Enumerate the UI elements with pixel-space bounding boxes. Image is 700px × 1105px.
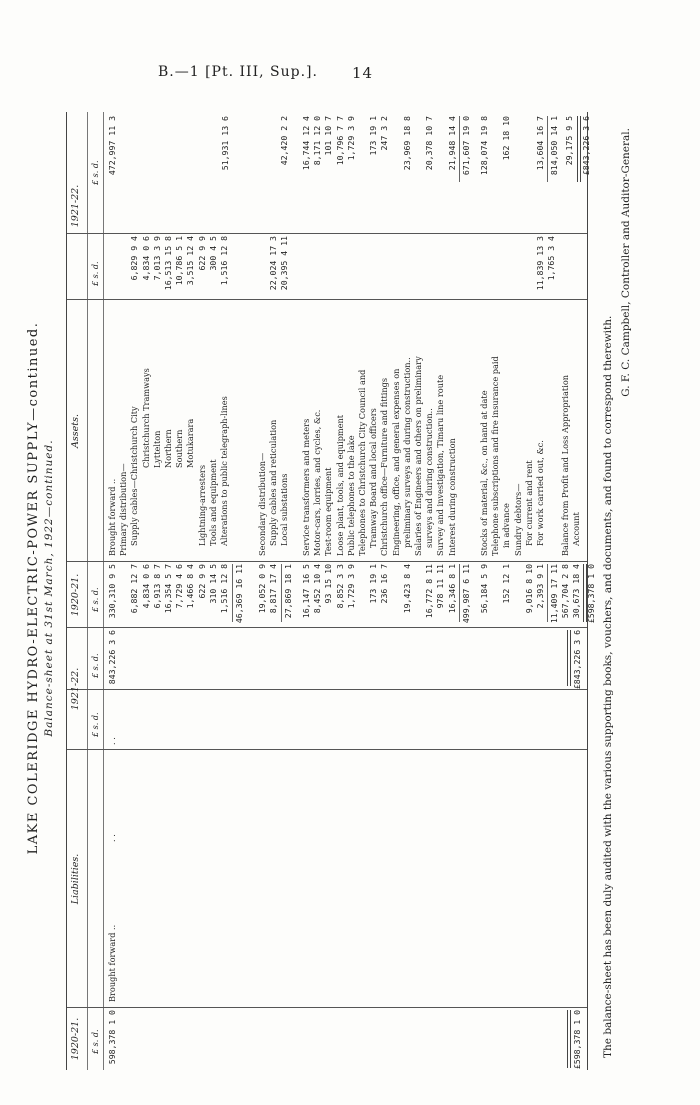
page-identifier: B.—1 [Pt. III, Sup.]. bbox=[158, 64, 318, 80]
liab-brought-forward-1921: 843,226 3 6 bbox=[107, 630, 117, 685]
asset-label: Test-room equipment bbox=[323, 467, 334, 556]
asset-value-1920: 1,516 12 8 bbox=[219, 564, 229, 614]
asset-value-1921: 1,516 12 8 bbox=[219, 236, 229, 286]
asset-label: Survey and investigation, Timaru line route bbox=[435, 374, 446, 556]
asset-value-1920: 93 15 10 bbox=[323, 564, 334, 604]
asset-value-1920: 330,310 9 5 bbox=[107, 564, 117, 619]
asset-value-1921-outer: 51,931 13 6 bbox=[220, 116, 230, 171]
asset-value-1920: 7,729 4 6 bbox=[174, 564, 185, 609]
col-divider bbox=[67, 299, 587, 300]
page-number: 14 bbox=[352, 64, 374, 82]
asset-label: Lyttelton bbox=[151, 430, 162, 468]
asset-subtotal-1921: 671,607 19 0 bbox=[461, 116, 471, 176]
auditor-signature: G. F. C. Campbell, Controller and Auditor-General. bbox=[620, 128, 632, 397]
asset-value-1920: 19,423 8 4 bbox=[401, 564, 412, 614]
asset-value-1920: 1,466 8 4 bbox=[185, 564, 196, 609]
asset-value-1920: 4,834 0 6 bbox=[140, 564, 151, 609]
asset-value-1921: 6,829 9 4 bbox=[129, 236, 140, 281]
asset-value-1921: 11,839 13 3 bbox=[535, 236, 545, 291]
col-head-1921-liab: 1921-22. bbox=[70, 667, 81, 711]
leader-dots: . . bbox=[107, 737, 117, 745]
asset-value-1920: 19,052 0 9 bbox=[257, 564, 267, 614]
asset-value-1920: 2,393 9 1 bbox=[535, 564, 545, 609]
asset-value-1921-outer: 247 3 2 bbox=[379, 116, 390, 151]
asset-value-1920: 16,354 5 7 bbox=[163, 564, 173, 614]
asset-label: Christchurch Tramways bbox=[140, 368, 151, 468]
audit-note: The balance-sheet has been duly audited with the various supporting books, vouchers, and documents, and found to correspond therewith. bbox=[602, 315, 614, 1058]
asset-label: Tramway Board and local officers bbox=[368, 408, 379, 548]
lsd-head: £ s. d. bbox=[91, 261, 100, 286]
asset-label: Stocks of material, &c., on hand at date bbox=[479, 390, 489, 556]
asset-subtotal-1920: 27,869 18 1 bbox=[283, 564, 293, 619]
col-head-1920-assets: 1920-21. bbox=[70, 573, 81, 617]
col-head-assets: Assets. bbox=[70, 414, 81, 448]
asset-value-1920: 16,147 16 5 bbox=[301, 564, 311, 619]
sum-rule bbox=[547, 564, 548, 622]
asset-value-1920: 8,817 17 4 bbox=[268, 564, 279, 614]
asset-label: in advance bbox=[501, 503, 512, 548]
asset-value-1921: 622 9 9 bbox=[196, 236, 207, 271]
asset-label: Northern bbox=[163, 429, 173, 468]
asset-label: Loose plant, tools, and equipment bbox=[334, 414, 345, 556]
lsd-head: £ s. d. bbox=[91, 712, 100, 737]
col-divider bbox=[67, 1007, 587, 1008]
asset-value-1921-outer: 173 19 1 bbox=[368, 116, 379, 156]
asset-label: Salaries of Engineers and others on preliminary bbox=[413, 356, 423, 556]
asset-label: preliminary surveys and during construction.. bbox=[401, 357, 412, 548]
sum-rule bbox=[232, 564, 233, 622]
lsd-head: £ s. d. bbox=[91, 587, 100, 612]
asset-value-1920: 16,346 8 1 bbox=[446, 564, 457, 614]
asset-value-1921: 7,013 3 9 bbox=[151, 236, 162, 281]
asset-value-1920: 978 11 11 bbox=[435, 564, 446, 609]
asset-label: Local substations bbox=[279, 473, 290, 546]
asset-value-1920: 9,016 8 10 bbox=[523, 564, 534, 614]
asset-subtotal-1920: 11,409 17 11 bbox=[549, 564, 559, 624]
sheet-title: LAKE COLERIDGE HYDRO-ELECTRIC-POWER SUPPLY—continued. bbox=[26, 321, 41, 855]
asset-value-1921-outer: 23,969 18 8 bbox=[401, 116, 412, 171]
asset-label: Lightning-arresters bbox=[196, 464, 207, 546]
subheader-rule bbox=[103, 112, 104, 1070]
asset-total-1921: £843,226 3 6 bbox=[581, 116, 591, 176]
asset-pl-1920: 30,673 18 4 bbox=[571, 564, 581, 619]
asset-value-1920: 310 14 5 bbox=[207, 564, 218, 604]
asset-pl-1921: 29,175 9 5 bbox=[564, 116, 574, 166]
total-rule bbox=[567, 630, 571, 686]
asset-subtotal-1920: 46,369 16 11 bbox=[234, 564, 244, 624]
asset-label: Christchurch office—Furniture and fittings bbox=[379, 377, 390, 556]
asset-value-1921-outer: 8,171 12 0 bbox=[312, 116, 323, 166]
sum-rule bbox=[459, 564, 460, 622]
lsd-head: £ s. d. bbox=[91, 653, 100, 678]
lsd-head: £ s. d. bbox=[91, 160, 100, 185]
asset-value-1920: 8,852 3 3 bbox=[334, 564, 345, 609]
col-divider bbox=[67, 627, 587, 628]
asset-value-1921-outer: 1,729 3 9 bbox=[345, 116, 356, 161]
asset-label: Supply cables—Christchurch City bbox=[129, 406, 140, 546]
asset-value-1921: 3,515 12 4 bbox=[185, 236, 196, 286]
asset-label: Engineering, office, and general expenses on bbox=[390, 368, 401, 556]
asset-value-1920: 16,772 8 11 bbox=[424, 564, 435, 619]
asset-value-1921-outer: 42,420 2 2 bbox=[279, 116, 289, 166]
asset-label: Brought forward .. bbox=[107, 478, 117, 556]
sum-rule bbox=[547, 116, 548, 182]
asset-value-1920: 622 9 9 bbox=[196, 564, 207, 599]
sheet-subtitle: Balance-sheet at 31st March, 1922—continued. bbox=[43, 439, 55, 737]
asset-value-1920: 6,882 12 7 bbox=[129, 564, 140, 614]
asset-label: Motukarara bbox=[185, 418, 196, 468]
asset-label: Service transformers and meters bbox=[301, 418, 311, 556]
col-divider bbox=[67, 689, 587, 690]
asset-value-1920: 173 19 1 bbox=[368, 564, 379, 604]
liab-total-1921: £843,226 3 6 bbox=[572, 630, 582, 690]
asset-subtotal-1920: 499,987 6 11 bbox=[461, 564, 471, 624]
asset-value-1921: 16,513 15 8 bbox=[163, 236, 173, 291]
asset-label: Tools and equipment bbox=[207, 459, 218, 546]
col-head-1921-assets: 1921-22. bbox=[70, 184, 81, 228]
asset-label: Southern bbox=[174, 429, 185, 468]
asset-value-1920: 236 16 7 bbox=[379, 564, 390, 604]
asset-value-1921-outer: 10,796 7 7 bbox=[334, 116, 345, 166]
leader-dots: . . bbox=[107, 834, 117, 842]
asset-value-1921-outer: 128,074 19 8 bbox=[479, 116, 489, 176]
asset-label: surveys and during construction.. bbox=[424, 408, 435, 548]
asset-label: For work carried out, &c. bbox=[535, 440, 545, 546]
asset-value-1921-outer: 13,604 16 7 bbox=[535, 116, 545, 171]
asset-value-1920: 56,184 5 9 bbox=[479, 564, 489, 614]
asset-label: Primary distribution— bbox=[118, 463, 129, 556]
asset-value-1920: 8,452 10 4 bbox=[312, 564, 323, 614]
asset-label: Interest during construction bbox=[446, 438, 457, 556]
asset-value-1921: 1,765 3 4 bbox=[546, 236, 557, 281]
total-rule bbox=[567, 1010, 571, 1068]
asset-subtotal-1920: 567,704 2 8 bbox=[560, 564, 570, 619]
asset-value-1921-outer: 21,948 14 4 bbox=[446, 116, 457, 171]
asset-value-1921-outer: 162 18 10 bbox=[501, 116, 512, 161]
balance-table bbox=[66, 112, 596, 1070]
asset-subtotal-1921: 814,050 14 1 bbox=[549, 116, 559, 176]
asset-value-1921: 4,834 0 6 bbox=[140, 236, 151, 281]
asset-label: Account bbox=[571, 512, 582, 546]
asset-label: Supply cables and reticulation bbox=[268, 419, 279, 546]
asset-label: Telephones to Christchurch City Council and bbox=[357, 369, 367, 556]
col-divider bbox=[67, 561, 587, 562]
asset-value-1920: 1,729 3 9 bbox=[345, 564, 356, 609]
asset-label: Secondary distribution— bbox=[257, 452, 267, 556]
asset-label: Sundry debtors— bbox=[512, 483, 523, 556]
asset-label: Telephone subscriptions and fire insurance paid bbox=[490, 356, 501, 556]
col-divider bbox=[67, 749, 587, 750]
liab-brought-forward-1920: 598,378 1 0 bbox=[107, 1010, 117, 1065]
asset-value-1921-outer: 20,378 10 7 bbox=[424, 116, 435, 171]
asset-value-1921: 10,786 5 1 bbox=[174, 236, 185, 286]
asset-value-1921-outer: 16,744 12 4 bbox=[301, 116, 311, 171]
asset-value-1921: 22,024 17 3 bbox=[268, 236, 278, 291]
asset-value-1921-outer: 101 10 7 bbox=[323, 116, 334, 156]
col-head-liabilities: Liabilities. bbox=[70, 853, 81, 905]
asset-value-1921: 300 4 5 bbox=[207, 236, 218, 271]
sum-rule bbox=[281, 564, 282, 622]
asset-label: For current and rent bbox=[523, 460, 534, 546]
rotated-balance-sheet bbox=[18, 88, 678, 1088]
col-divider bbox=[67, 233, 587, 234]
sum-rule bbox=[459, 116, 460, 182]
asset-label: Motor-cars, lorries, and cycles, &c. bbox=[312, 409, 323, 556]
liab-total-1920: £598,378 1 0 bbox=[572, 1010, 582, 1070]
asset-label: Alterations to public telegraph-lines bbox=[219, 396, 229, 546]
asset-label: Public telephones to the lake bbox=[345, 435, 356, 556]
asset-total-1920: £598,378 1 0 bbox=[586, 564, 596, 624]
asset-value-1921-outer: 472,997 11 3 bbox=[107, 116, 117, 176]
lsd-head: £ s. d. bbox=[91, 1029, 100, 1054]
asset-value-1920: 152 12 1 bbox=[501, 564, 512, 604]
header-rule bbox=[87, 112, 88, 1070]
col-head-1920-liab: 1920-21. bbox=[70, 1017, 81, 1061]
asset-value-1921: 20,395 4 11 bbox=[279, 236, 290, 291]
asset-value-1920: 6,913 8 7 bbox=[151, 564, 162, 609]
asset-label: Balance from Profit and Loss Appropriation bbox=[560, 374, 570, 556]
liab-brought-forward-label: Brought forward .. bbox=[107, 924, 117, 1002]
